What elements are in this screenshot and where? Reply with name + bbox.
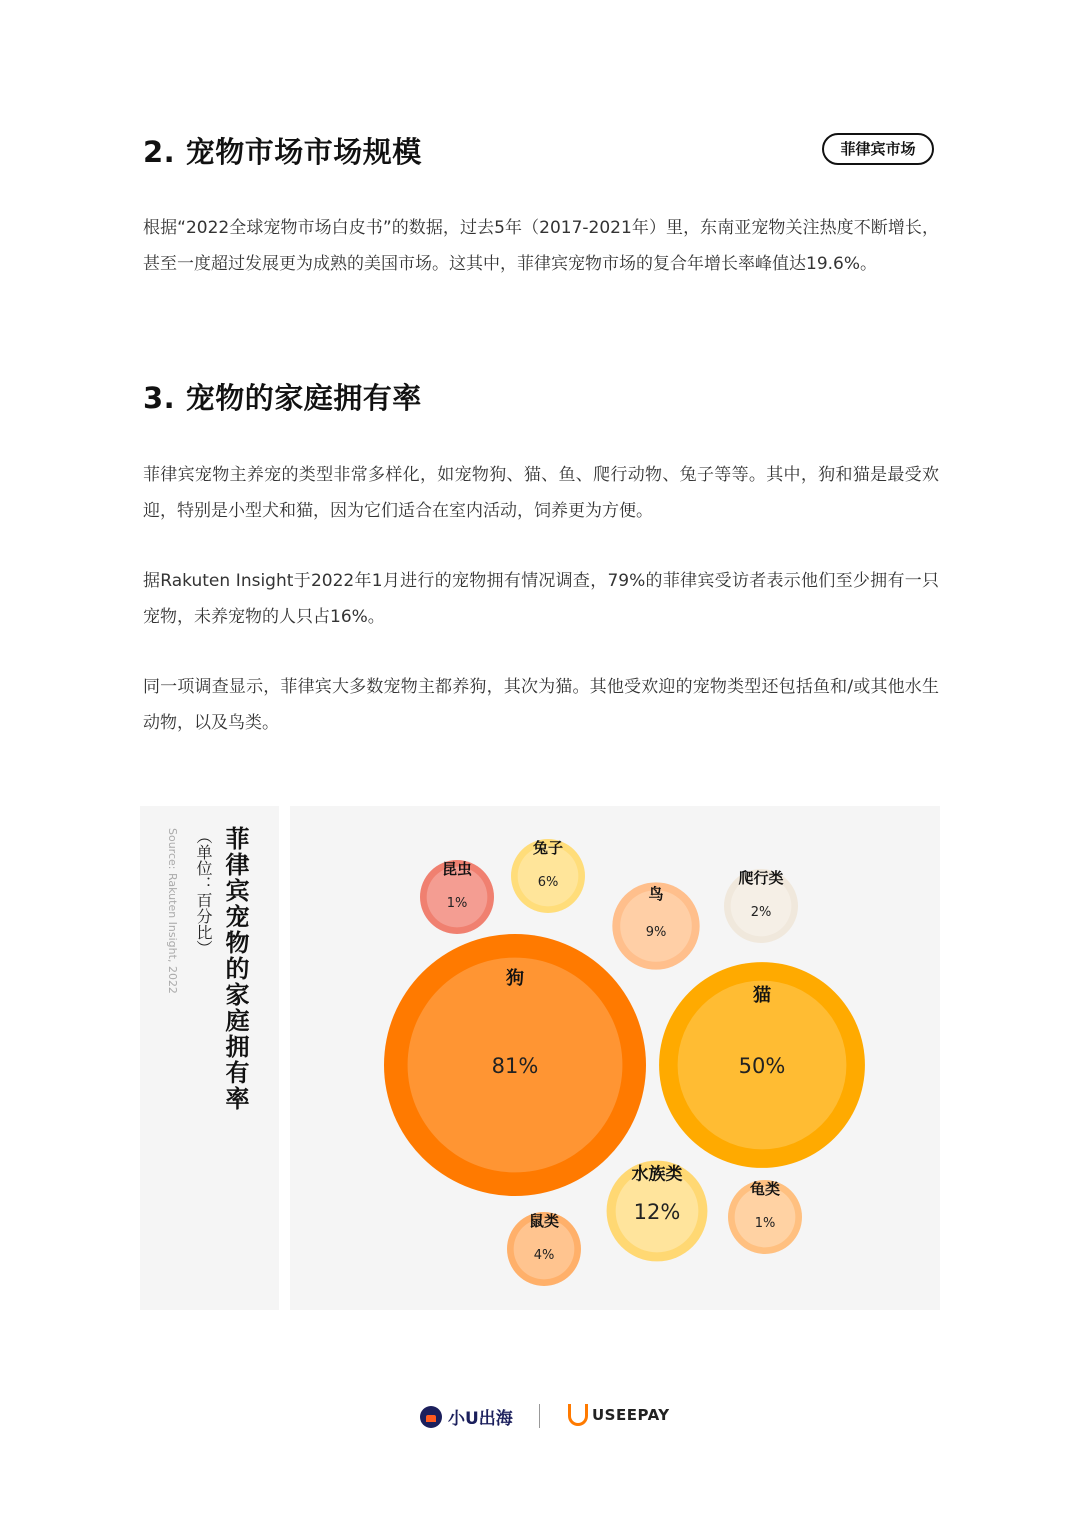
bubble-value-label: 81% [491,1054,539,1078]
footer [0,1398,1080,1438]
bubble-category-label: 龟类 [749,1180,781,1199]
section2-paragraph: 根据“2022全球宠物市场白皮书”的数据，过去5年（2017-2021年）里，东南亚宠物关注热度不断增长，甚至一度超过发展更为成熟的美国市场。这其中，菲律宾宠物市场的复合年增长率峰值达19.6%。 [143,218,939,274]
bubble-value-label: 6% [537,875,559,890]
bubble-category-label: 水族类 [631,1164,683,1185]
bubble-2 [607,1161,708,1262]
bubble-category-label: 鼠类 [528,1212,560,1231]
section3-paragraph-2: 据Rakuten Insight于2022年1月进行的宠物拥有情况调查，79%的菲律宾受访者表示他们至少拥有一只宠物，未养宠物的人只占16%。 [143,571,939,627]
bubble-value-label: 50% [738,1054,786,1078]
bubble-6 [724,869,798,943]
bubble-value-label: 9% [645,925,667,940]
bubble-1 [659,962,865,1168]
bubble-category-label: 昆虫 [441,860,473,879]
bubble-category-label: 爬行类 [738,869,784,888]
bubble-0 [384,934,646,1196]
footer-divider [539,1404,540,1428]
brand-xiaou [420,1404,513,1429]
bubble-value-label: 12% [633,1200,681,1224]
bubble-value-label: 4% [533,1248,555,1263]
bubble-8 [728,1180,802,1254]
bubble-4 [511,839,585,913]
useepay-logo-icon [568,1404,588,1426]
market-tag: 菲律宾市场 [822,133,934,165]
section3-paragraph-1: 菲律宾宠物主养宠的类型非常多样化，如宠物狗、猫、鱼、爬行动物、兔子等等。其中，狗和猫是最受欢迎，特别是小型犬和猫，因为它们适合在室内活动，饲养更为方便。 [143,465,939,521]
bubble-3 [612,882,699,969]
bubble-chart [290,806,940,1310]
chart-unit: （单位：百分比） [194,828,213,956]
bubble-category-label: 狗 [506,967,524,989]
bubble-category-label: 鸟 [648,884,664,903]
bubble-value-label: 1% [754,1216,776,1231]
bubble-value-label: 2% [750,905,772,920]
brand-useepay-label: USEEPAY [592,1406,670,1424]
brand-xiaou-label: 小U出海 [448,1409,513,1429]
bubble-5 [507,1212,581,1286]
bubble-category-label: 兔子 [532,839,564,858]
bubble-7 [420,860,494,934]
chart-source: Source: Rakuten Insight, 2022 [166,828,179,994]
xiaou-logo-icon [420,1406,442,1428]
chart-title: 菲律宾宠物的家庭拥有率 [221,826,249,1112]
section3-paragraph-3: 同一项调查显示，菲律宾大多数宠物主都养狗，其次为猫。其他受欢迎的宠物类型还包括鱼和/或其他水生动物，以及鸟类。 [143,677,939,733]
section3-title: 3. 宠物的家庭拥有率 [143,381,422,415]
bubble-value-label: 1% [446,896,468,911]
bubble-category-label: 猫 [753,985,771,1007]
brand-useepay [568,1404,670,1426]
section2-title: 2. 宠物市场市场规模 [143,135,422,169]
